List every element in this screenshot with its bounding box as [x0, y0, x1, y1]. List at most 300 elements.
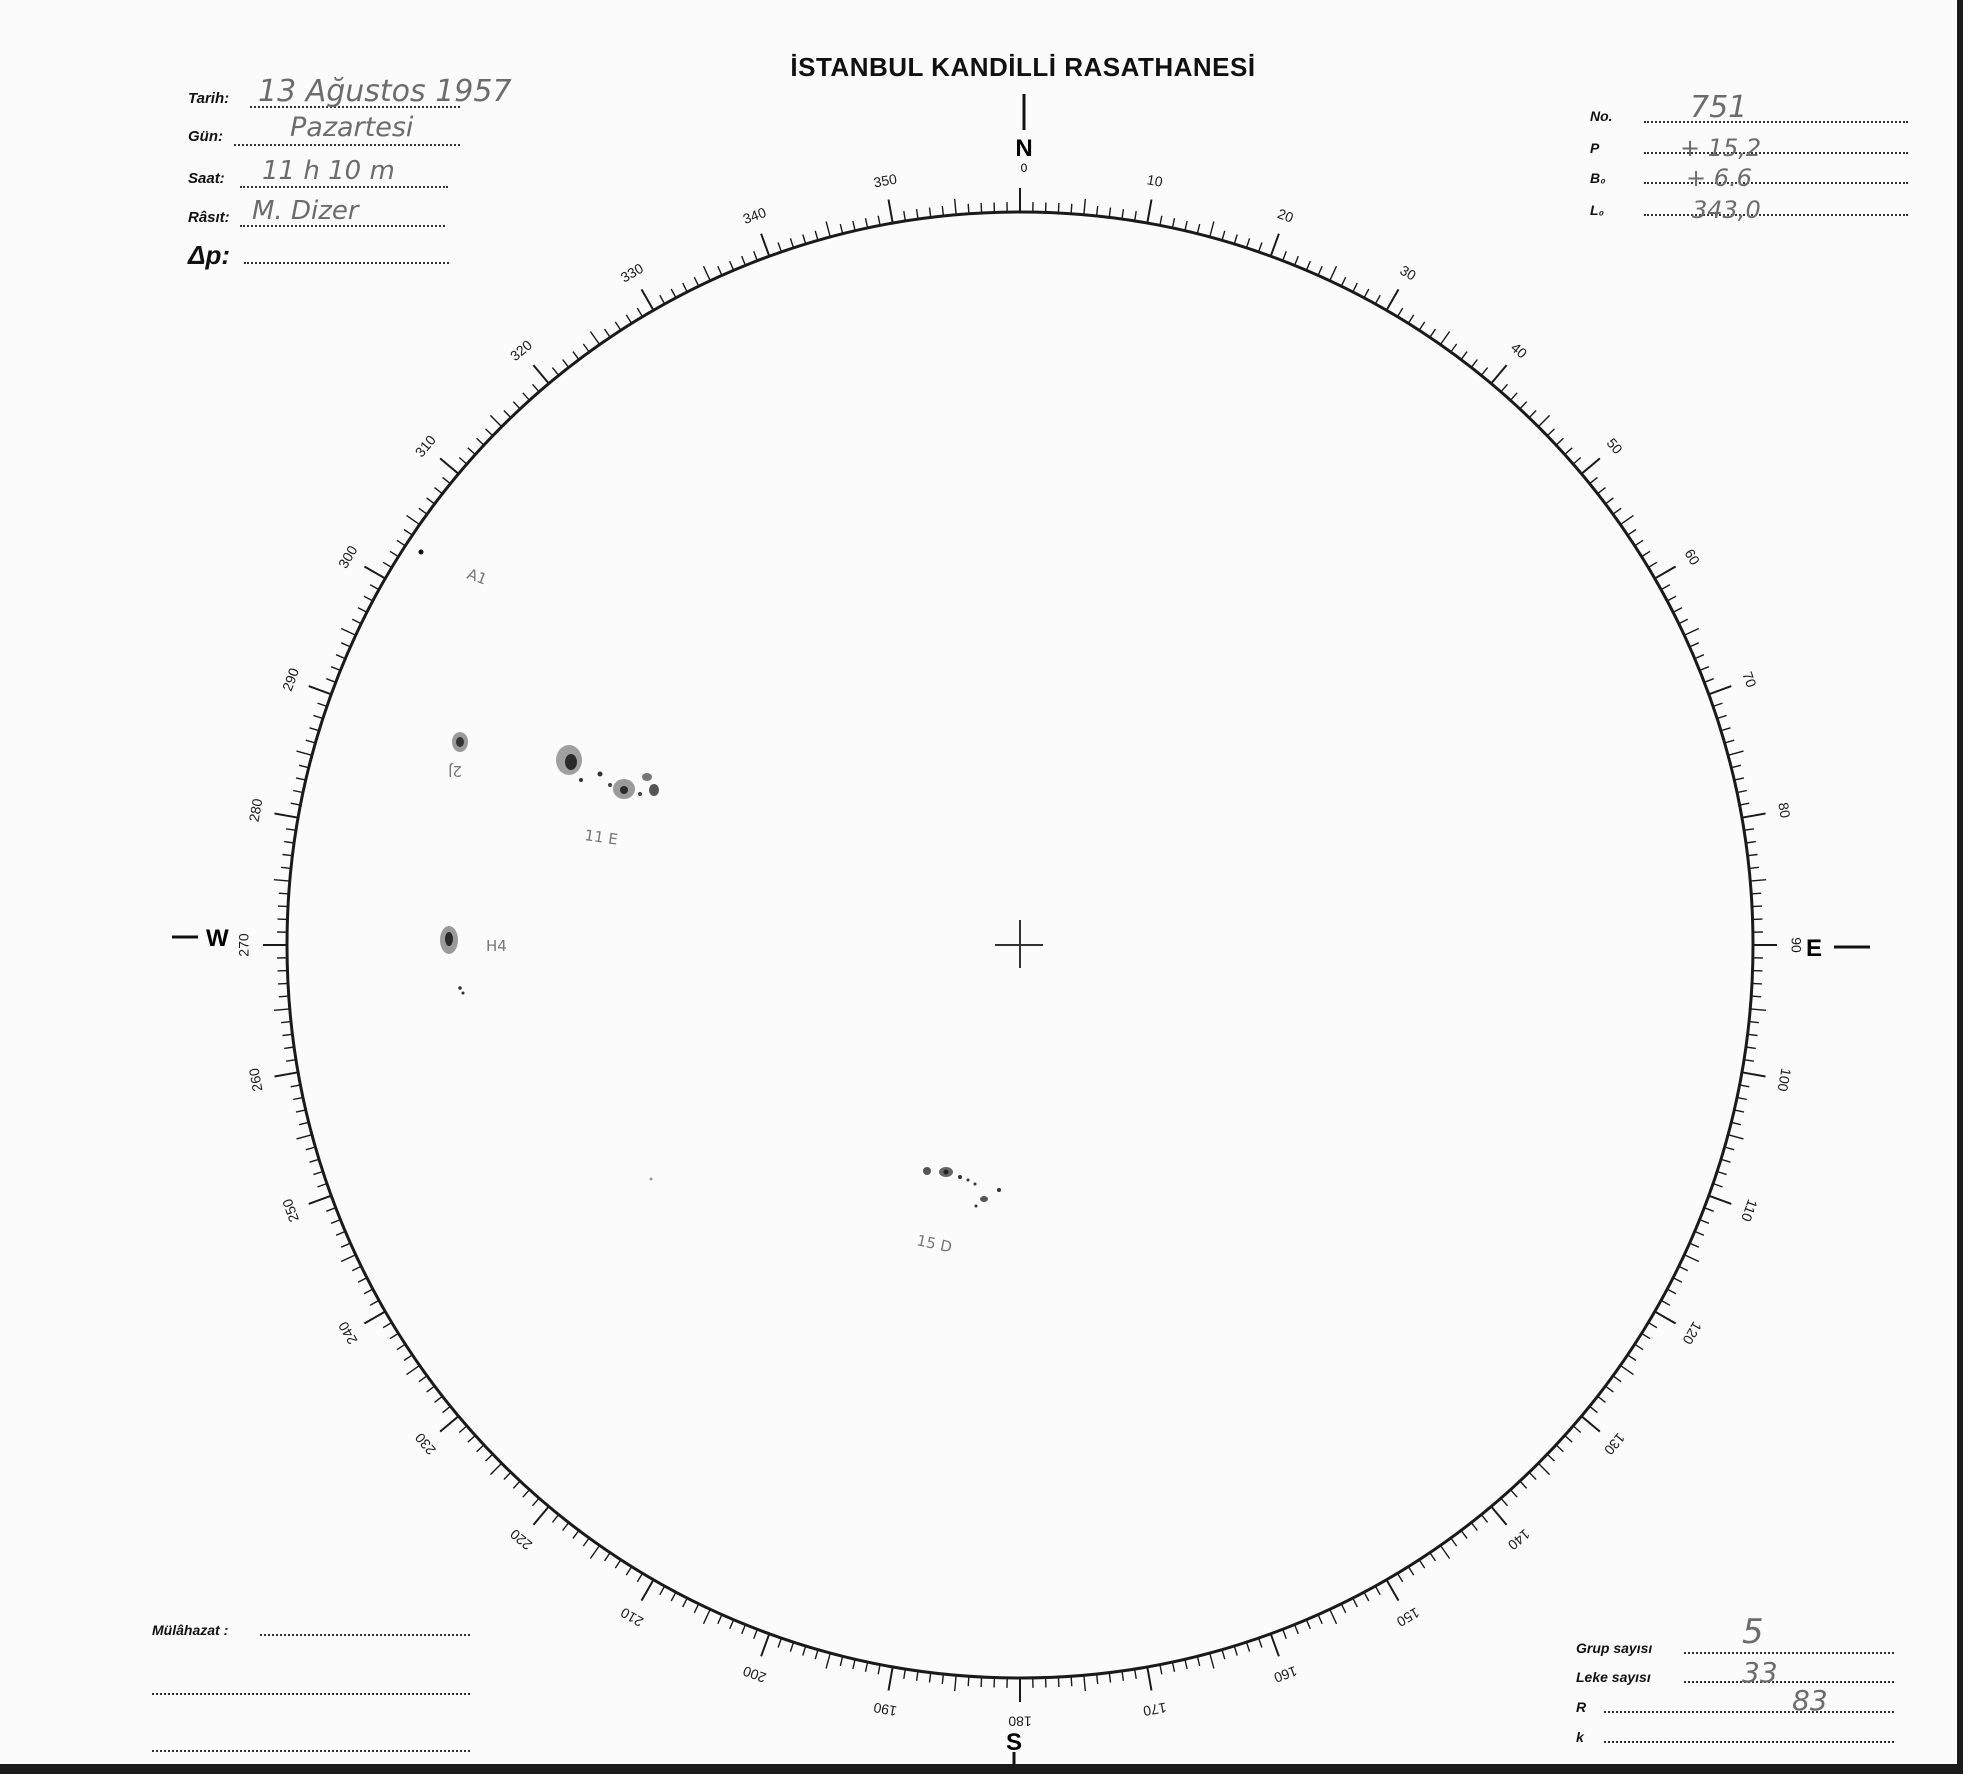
scale-tick — [1744, 1060, 1754, 1062]
spot-count-value: 33 — [1742, 1656, 1778, 1689]
scale-tick — [313, 715, 323, 718]
scale-tick — [704, 1609, 711, 1624]
date-label: Tarih: — [188, 90, 230, 107]
scale-label-50: 50 — [1603, 434, 1626, 458]
scale-tick — [284, 1047, 294, 1048]
scale-tick — [523, 393, 530, 401]
scale-tick — [1529, 411, 1536, 418]
scale-label-210: 210 — [617, 1604, 646, 1631]
scale-tick — [275, 1072, 299, 1076]
scale-tick — [1440, 1545, 1449, 1558]
scale-tick — [968, 1676, 969, 1686]
scale-tick — [1721, 1159, 1731, 1162]
scale-tick — [1430, 1553, 1436, 1561]
scale-tick — [694, 277, 698, 286]
scale-tick — [563, 360, 569, 368]
scale-tick — [840, 1656, 842, 1666]
scale-tick — [1247, 1642, 1250, 1652]
scale-label-200: 200 — [740, 1663, 769, 1687]
scale-tick — [1520, 402, 1527, 409]
scale-tick — [440, 1416, 458, 1431]
scale-label-350: 350 — [872, 170, 899, 191]
k-label: k — [1576, 1729, 1584, 1745]
scale-label-290: 290 — [278, 665, 302, 694]
scale-tick — [1613, 508, 1621, 514]
scale-tick — [1750, 880, 1766, 881]
center-crosshair — [995, 920, 1043, 968]
scale-tick — [364, 596, 373, 601]
scale-tick — [1598, 488, 1606, 494]
scale-tick — [930, 1673, 931, 1683]
north-marker — [1015, 94, 1032, 175]
scale-tick — [477, 438, 484, 445]
scale-tick — [1520, 1481, 1527, 1488]
scale-tick — [866, 218, 868, 228]
scale-tick — [1667, 1289, 1676, 1294]
scale-tick — [1160, 1665, 1162, 1675]
scale-tick — [291, 1085, 301, 1087]
scale-tick — [583, 344, 589, 352]
east-marker — [1806, 935, 1870, 962]
scale-tick — [477, 1445, 484, 1452]
scale-tick — [1721, 728, 1731, 731]
scale-tick — [1172, 218, 1174, 228]
scale-tick — [1419, 322, 1425, 330]
scale-label-250: 250 — [278, 1196, 302, 1225]
scale-tick — [1737, 1097, 1747, 1099]
scale-tick — [1717, 1172, 1727, 1175]
scale-tick — [296, 778, 306, 780]
scale-tick — [1071, 204, 1072, 214]
scale-tick — [1222, 231, 1225, 241]
scale-tick — [318, 703, 327, 706]
scale-tick — [513, 402, 520, 409]
scale-tick — [1084, 1675, 1085, 1691]
group-count-label: Grup sayısı — [1576, 1640, 1653, 1656]
b0-value: + 6.6 — [1686, 164, 1752, 192]
scale-tick — [615, 322, 621, 330]
scale-label-220: 220 — [506, 1526, 536, 1554]
sunspot-group-2j — [448, 732, 468, 780]
scale-tick — [1748, 855, 1758, 856]
scale-tick — [341, 643, 350, 647]
scale-tick — [370, 585, 379, 590]
west-marker — [172, 925, 229, 952]
scale-tick — [1364, 1592, 1369, 1601]
scale-tick — [310, 728, 320, 731]
scale-label-140: 140 — [1504, 1526, 1534, 1554]
scale-label-340: 340 — [740, 203, 769, 227]
scale-tick — [742, 256, 746, 265]
scale-label-280: 280 — [245, 797, 266, 824]
scale-tick — [358, 608, 367, 613]
day-value: Pazartesi — [290, 112, 414, 143]
scale-tick — [1679, 1266, 1688, 1270]
scale-tick — [435, 488, 443, 494]
scale-tick — [1750, 1009, 1766, 1010]
scale-tick — [364, 1289, 373, 1294]
scale-tick — [390, 551, 399, 556]
scale-tick — [397, 540, 405, 546]
scale-tick — [590, 1545, 599, 1558]
scale-tick — [1628, 1355, 1636, 1361]
scale-tick — [278, 983, 288, 984]
scale-label-230: 230 — [411, 1429, 439, 1459]
scale-tick — [1147, 1667, 1151, 1691]
scale-tick — [407, 1365, 420, 1374]
scale-label-20: 20 — [1275, 205, 1296, 226]
scale-tick — [1725, 1147, 1735, 1150]
scale-label-10: 10 — [1145, 171, 1164, 190]
scale-tick — [318, 1184, 327, 1187]
scale-tick — [1728, 1135, 1744, 1139]
scale-tick — [1538, 415, 1549, 426]
scale-tick — [341, 629, 356, 636]
sunspot-group-h4 — [440, 926, 507, 995]
scale-tick — [1109, 208, 1110, 218]
scale-tick — [1746, 842, 1756, 843]
scale-tick — [683, 283, 688, 292]
observer-label: Râsıt: — [188, 209, 230, 226]
scale-tick — [1234, 235, 1237, 245]
scale-tick — [1122, 209, 1123, 219]
scale-tick — [1109, 1673, 1110, 1683]
scale-tick — [1318, 266, 1322, 275]
east-letter: E — [1806, 935, 1823, 962]
scale-tick — [1635, 1344, 1643, 1350]
scale-label-110: 110 — [1738, 1197, 1761, 1224]
scale-tick — [1511, 393, 1518, 401]
scale-tick — [1661, 1300, 1670, 1305]
scale-tick — [904, 211, 906, 221]
scale-tick — [803, 1646, 806, 1656]
scale-tick — [1259, 243, 1262, 252]
scale-tick — [840, 224, 842, 234]
scale-tick — [1398, 1573, 1403, 1582]
scale-tick — [513, 1481, 520, 1488]
scale-tick — [281, 1022, 291, 1023]
scale-tick — [275, 814, 299, 818]
scale-tick — [761, 1634, 769, 1657]
scale-tick — [299, 1122, 309, 1124]
scale-tick — [853, 1659, 855, 1669]
scale-tick — [1673, 1278, 1682, 1283]
scale-tick — [1684, 629, 1699, 636]
scale-tick — [419, 1376, 427, 1382]
scale-tick — [1185, 1659, 1187, 1669]
scale-tick — [803, 235, 806, 245]
sunspot-group-a1 — [419, 550, 490, 589]
scale-tick — [1058, 1677, 1059, 1687]
scale-tick — [1695, 1231, 1704, 1235]
r-value: 83 — [1792, 1684, 1828, 1717]
scale-tick — [364, 1312, 385, 1324]
scale-tick — [1147, 200, 1151, 224]
spot-label-11e: 11 E — [583, 826, 619, 849]
scale-tick — [1295, 1625, 1299, 1634]
scale-tick — [605, 329, 611, 337]
scale-tick — [754, 1629, 758, 1638]
scale-tick — [1740, 1085, 1750, 1087]
scale-tick — [1247, 238, 1250, 248]
scale-tick — [730, 1620, 734, 1629]
scale-tick — [573, 352, 579, 360]
number-label: No. — [1590, 108, 1613, 124]
scale-tick — [866, 1662, 868, 1672]
scale-tick — [504, 1472, 511, 1479]
scale-tick — [1306, 261, 1310, 270]
scale-tick — [1573, 1426, 1581, 1433]
scale-label-80: 80 — [1775, 801, 1794, 820]
scale-tick — [1613, 1376, 1621, 1382]
scale-tick — [331, 1220, 340, 1224]
scale-tick — [754, 251, 758, 260]
scale-tick — [1620, 1365, 1633, 1374]
sunspot-group-15d — [915, 1167, 1001, 1256]
scale-label-170: 170 — [1141, 1699, 1168, 1720]
scale-tick — [955, 1675, 956, 1691]
scale-tick — [583, 1538, 589, 1546]
scale-tick — [1556, 438, 1563, 445]
scale-tick — [1655, 567, 1676, 579]
scale-tick — [1440, 332, 1449, 345]
scale-tick — [283, 1034, 293, 1035]
scale-tick — [1491, 365, 1506, 383]
spot-label-15d: 15 D — [915, 1231, 954, 1257]
scale-tick — [660, 295, 665, 304]
spot-label-a1: A1 — [464, 564, 490, 589]
scan-edge-bottom — [0, 1764, 1963, 1774]
scale-tick — [878, 1665, 880, 1675]
scale-tick — [274, 880, 290, 881]
spot-label-h4: H4 — [486, 937, 507, 955]
scale-tick — [1341, 1604, 1345, 1613]
scale-tick — [1461, 352, 1467, 360]
scale-tick — [1491, 1507, 1506, 1525]
k-dotted-line — [1604, 1741, 1894, 1743]
scale-tick — [1648, 1323, 1657, 1328]
scale-tick — [459, 458, 467, 465]
scale-tick — [293, 1097, 303, 1099]
r-dotted-line — [1604, 1711, 1894, 1713]
scale-tick — [1590, 477, 1598, 483]
scale-tick — [383, 1323, 392, 1328]
scale-tick — [1751, 996, 1761, 997]
scale-label-100: 100 — [1774, 1066, 1795, 1093]
scale-tick — [590, 332, 599, 345]
scale-tick — [1375, 1586, 1380, 1595]
scale-tick — [364, 567, 385, 579]
scale-tick — [486, 1454, 493, 1461]
scale-tick — [1481, 1515, 1487, 1523]
scale-tick — [671, 289, 676, 298]
scale-tick — [1690, 1243, 1699, 1247]
scale-tick — [1749, 1022, 1759, 1023]
scale-tick — [778, 243, 781, 252]
scale-tick — [1628, 530, 1636, 536]
scale-tick — [615, 1560, 621, 1568]
scale-tick — [352, 619, 361, 623]
scale-tick — [942, 1674, 943, 1684]
scale-tick — [853, 221, 855, 231]
scale-tick — [1752, 983, 1762, 984]
scale-tick — [626, 1567, 631, 1576]
scale-tick — [1408, 315, 1413, 324]
scale-tick — [981, 203, 982, 213]
scale-tick — [286, 1060, 296, 1062]
scale-tick — [306, 740, 316, 743]
scale-tick — [1398, 308, 1403, 317]
scale-tick — [1700, 667, 1709, 671]
scale-tick — [468, 448, 476, 455]
scale-tick — [533, 1507, 548, 1525]
scale-tick — [1330, 1609, 1337, 1624]
scale-tick — [1172, 1662, 1174, 1672]
scale-tick — [1097, 1674, 1098, 1684]
scale-label-240: 240 — [334, 1319, 361, 1348]
p-label: P — [1590, 140, 1600, 156]
scale-tick — [790, 1642, 793, 1652]
scale-tick — [490, 415, 501, 426]
scale-tick — [1295, 256, 1299, 265]
scale-tick — [981, 1677, 982, 1687]
scale-tick — [1387, 1580, 1399, 1601]
scale-tick — [1573, 458, 1581, 465]
scale-tick — [1695, 655, 1704, 659]
scale-tick — [1728, 751, 1744, 755]
scale-tick — [459, 1426, 467, 1433]
scale-tick — [1556, 1445, 1563, 1452]
scale-tick — [671, 1592, 676, 1601]
scale-tick — [404, 1355, 412, 1361]
scale-tick — [1375, 295, 1380, 304]
scale-tick — [296, 1110, 306, 1112]
number-value: 751 — [1690, 90, 1748, 125]
scale-tick — [1471, 1523, 1477, 1531]
scale-tick — [1197, 224, 1199, 234]
remarks-line-2 — [152, 1693, 470, 1695]
scale-tick — [1740, 803, 1750, 805]
scale-tick — [1461, 1530, 1467, 1538]
scale-tick — [889, 200, 893, 224]
scale-tick — [626, 315, 631, 324]
north-zero: 0 — [1020, 161, 1028, 175]
scale-tick — [297, 1135, 313, 1139]
scale-label-130: 130 — [1601, 1429, 1629, 1459]
scale-tick — [1744, 829, 1754, 831]
scale-tick — [718, 266, 722, 275]
scale-tick — [1271, 234, 1279, 257]
scale-tick — [1679, 619, 1688, 623]
scale-tick — [1748, 1034, 1758, 1035]
scale-tick — [533, 1498, 540, 1506]
scale-tick — [468, 1436, 476, 1443]
scale-tick — [1582, 458, 1600, 473]
scale-tick — [309, 686, 332, 694]
scale-tick — [1605, 1386, 1613, 1392]
scale-tick — [281, 867, 291, 868]
scale-tick — [1742, 1072, 1766, 1076]
scale-tick — [310, 1159, 320, 1162]
scale-tick — [1709, 1196, 1732, 1204]
west-letter: W — [206, 925, 229, 952]
scale-tick — [1538, 1463, 1549, 1474]
scale-tick — [443, 1406, 451, 1412]
scale-tick — [1717, 715, 1727, 718]
scale-tick — [1582, 1416, 1600, 1431]
scale-tick — [383, 562, 392, 567]
scale-tick — [815, 1650, 818, 1660]
scale-tick — [1590, 1406, 1598, 1412]
l0-label: L₀ — [1590, 202, 1605, 218]
scale-tick — [552, 1515, 558, 1523]
scan-edge-right — [1957, 0, 1963, 1774]
scale-tick — [730, 261, 734, 270]
scale-label-30: 30 — [1397, 261, 1419, 284]
scale-tick — [826, 1653, 830, 1669]
scale-tick — [1222, 1650, 1225, 1660]
scale-tick — [297, 751, 313, 755]
spot-count-dotted-line — [1684, 1681, 1894, 1683]
scale-tick — [419, 508, 427, 514]
scale-tick — [1605, 498, 1613, 504]
scale-label-120: 120 — [1679, 1319, 1706, 1348]
remarks-line-3 — [152, 1750, 470, 1752]
scale-tick — [761, 234, 769, 257]
scale-tick — [1737, 791, 1747, 793]
scale-tick — [407, 515, 420, 524]
day-label: Gün: — [188, 128, 223, 145]
scale-label-270: 270 — [235, 933, 252, 957]
scale-tick — [299, 765, 309, 767]
scale-tick — [790, 238, 793, 248]
scale-tick — [1598, 1396, 1606, 1402]
scale-tick — [1690, 643, 1699, 647]
time-value: 11 h 10 m — [262, 156, 395, 186]
scale-tick — [1135, 1669, 1137, 1679]
scale-tick — [955, 199, 956, 215]
scale-tick — [1700, 1220, 1709, 1224]
scale-tick — [1419, 1560, 1425, 1568]
scale-tick — [1620, 515, 1633, 524]
scale-tick — [1642, 1333, 1651, 1338]
scale-tick — [1160, 216, 1162, 226]
south-letter: S — [1005, 1729, 1023, 1756]
scale-tick — [1673, 608, 1682, 613]
scale-tick — [1353, 1598, 1358, 1607]
scale-tick — [1661, 585, 1670, 590]
scale-tick — [279, 996, 289, 997]
scale-tick — [326, 1208, 335, 1212]
scale-tick — [1751, 893, 1761, 894]
scale-tick — [826, 222, 830, 238]
scale-tick — [1734, 1110, 1744, 1112]
scale-tick — [1122, 1671, 1123, 1681]
scale-tick — [490, 1463, 501, 1474]
scale-tick — [1501, 1498, 1508, 1506]
scale-label-180: 180 — [1008, 1713, 1032, 1730]
scale-tick — [1283, 1629, 1287, 1638]
scale-tick — [283, 855, 293, 856]
scale-tick — [1097, 206, 1098, 216]
scale-tick — [486, 429, 493, 436]
scale-tick — [370, 1300, 379, 1305]
scale-label-40: 40 — [1507, 339, 1531, 362]
scale-tick — [336, 1231, 345, 1235]
scale-label-320: 320 — [506, 336, 536, 364]
scale-tick — [358, 1278, 367, 1283]
observer-value: M. Dizer — [252, 196, 359, 226]
